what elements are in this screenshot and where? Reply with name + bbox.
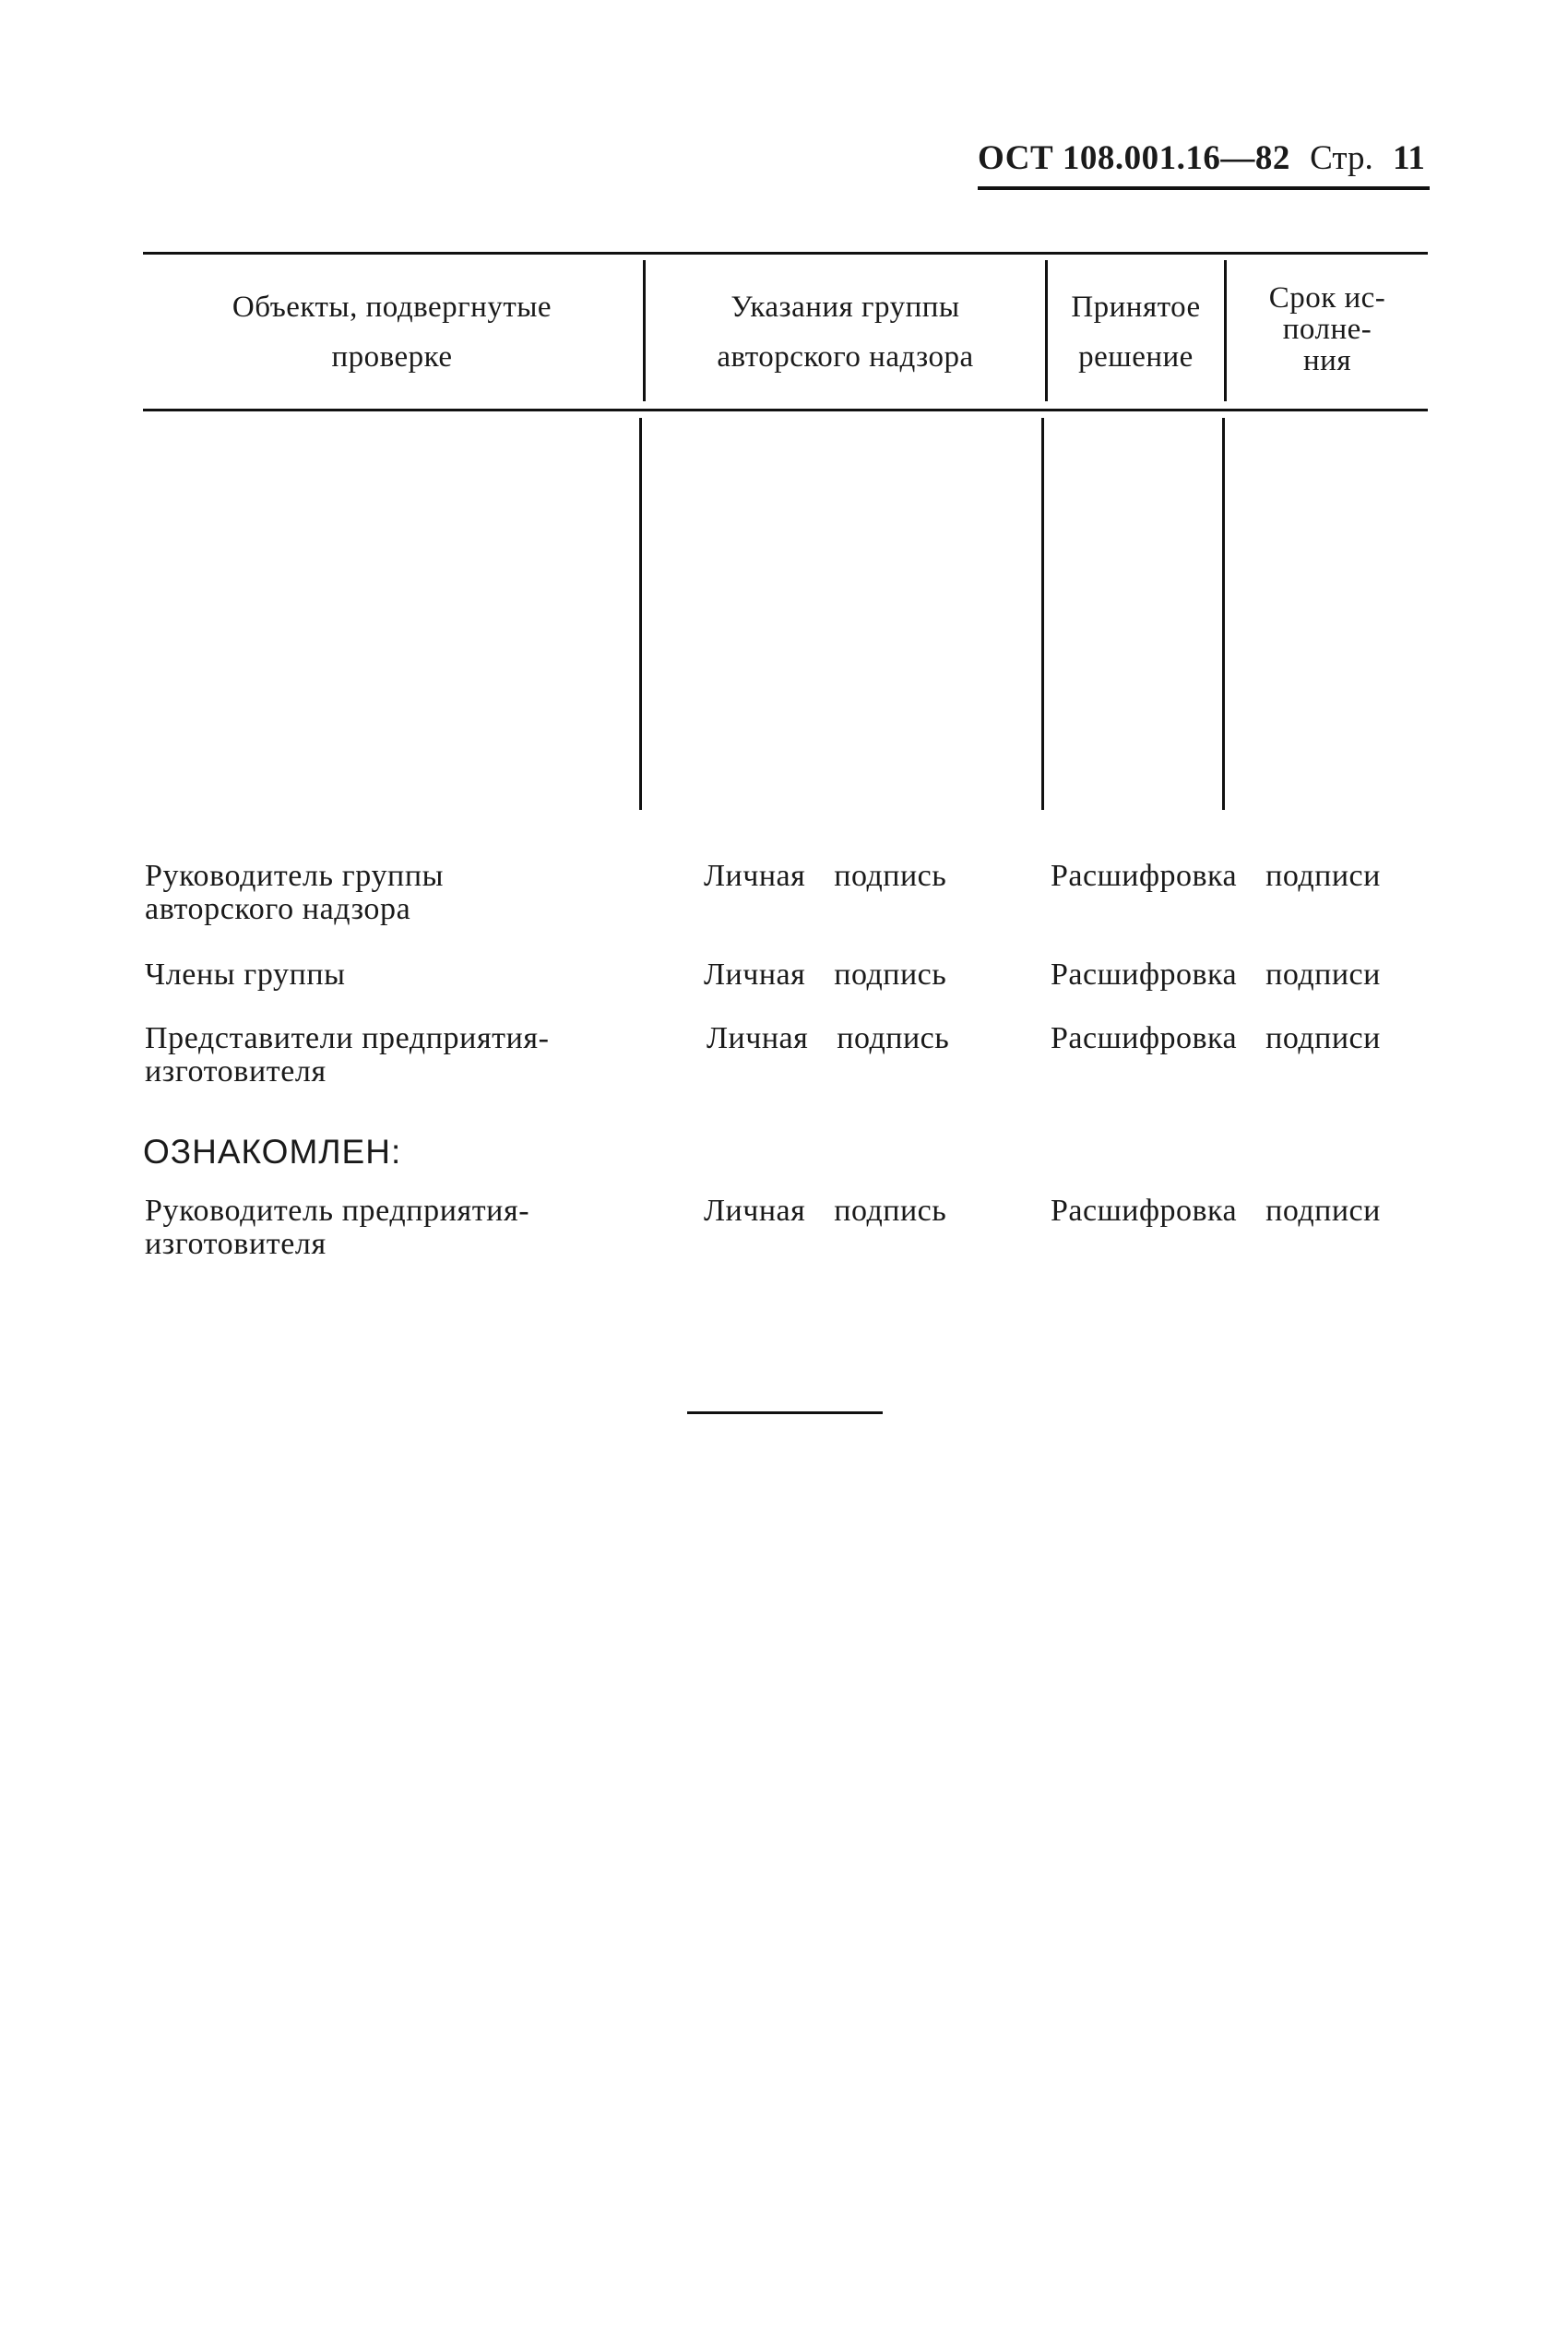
column-header-decision [1048,282,1224,382]
document-code: ОСТ 108.001.16—82 [978,139,1290,177]
signature-field: Личная подпись [704,958,947,992]
column-divider [1041,418,1044,810]
signature-decoding-field: Расшифровка подписи [1051,958,1381,992]
role-label [145,860,643,926]
role-line: изготовителя [145,1227,327,1261]
role-line: Руководитель группы [145,859,445,893]
role-line: авторского надзора [145,892,411,926]
role-label [145,1022,643,1089]
signature-field: Личная подпись [704,859,947,893]
column-header-objects [143,282,641,382]
page-header [978,138,1430,190]
signature-decoding-field: Расшифровка подписи [1051,859,1381,893]
page-number: 11 [1392,139,1425,177]
table-top-border [143,252,1428,255]
role-line: изготовителя [145,1054,327,1089]
column-header-line: решение [1078,340,1194,374]
column-header-line: Принятое [1071,291,1201,324]
column-header-line: полне- [1282,313,1372,346]
signature-field: Личная подпись [704,1194,947,1228]
role-line: Члены группы [145,958,346,992]
signature-field: Личная подпись [707,1021,950,1055]
column-header-line: проверке [331,340,453,374]
role-line: Представители предприятия- [145,1021,550,1055]
column-header-line: авторского надзора [717,340,974,374]
signature-decoding-field: Расшифровка подписи [1051,1194,1381,1228]
role-label [145,1195,643,1261]
end-divider [687,1411,883,1414]
column-header-line: Указания группы [731,291,960,324]
column-header-instructions [646,282,1045,382]
column-divider [1222,418,1225,810]
table-header-border [143,409,1428,411]
acquainted-label: ОЗНАКОМЛЕН: [143,1133,402,1171]
role-line: Руководитель предприятия- [145,1194,530,1228]
page-label: Стр. [1310,139,1373,177]
column-header-line: ния [1303,344,1351,377]
role-label [145,958,643,992]
column-divider [639,418,642,810]
column-header-line: Срок ис- [1268,281,1386,315]
signature-decoding-field: Расшифровка подписи [1051,1021,1381,1055]
column-header-deadline [1227,282,1428,376]
column-header-line: Объекты, подвергнутые [232,291,552,324]
